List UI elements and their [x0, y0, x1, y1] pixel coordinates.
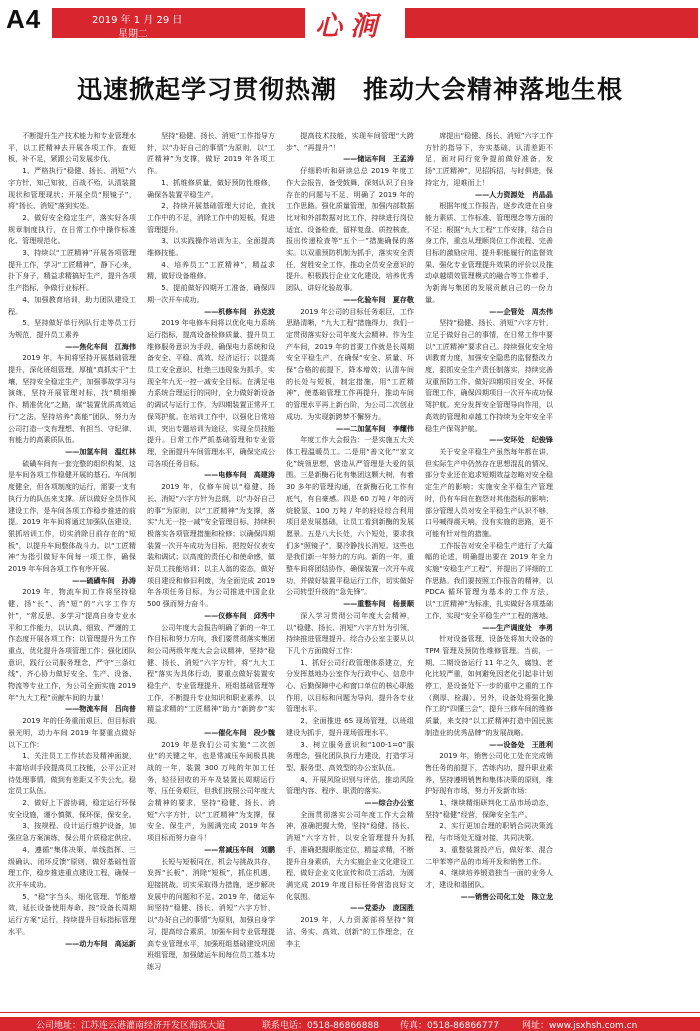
article-signature: ——二加氢车间 李耀伟 [335, 423, 414, 433]
column-2 [147, 130, 275, 1010]
article-paragraph: 2、做好安全稳定生产，落实好各项规章制度执行，在日常工作中操作标准化、管理规范化。 [8, 212, 136, 246]
footer-address: 公司地址：江苏连云港灌南经济开发区海滨大道 [36, 1021, 226, 1031]
footer-fax: 传真：0518-86866777 [400, 1021, 499, 1031]
article-paragraph: 坚持“稳健、扬长、消短”工作指导方针，以“办好自己的事情”为原则，以“工匠精神”为支撑，做好 2019 年各项工作。 [147, 131, 275, 176]
article-paragraph: 3、树立服务意识和“100-1=0”服务理念，强化团队执行力建设，打造学习型、服务型、高效型的办公室队伍。 [286, 739, 414, 772]
article-signature: ——安环处 纪俊锋 [489, 435, 553, 445]
article-paragraph: 工作报告对安全平稳生产进行了大篇幅的论述，明确提出要在 2019 年全力实施“安稳生产工程”，并提出了详细的工作思路。我们要按照工作报告的精神，以 PDCA 循环管理为基本的工作方法，以“工匠精神”为标准，扎实做好各项基础工作，实现“安全平稳生产”工程的落地。 [425, 540, 553, 620]
article-signature: ——焦化车间 江海伟 [65, 341, 136, 351]
article-signature: ——化验车间 夏存敬 [343, 294, 414, 304]
article-paragraph: 4、培养员工“工匠精神”，精益求精，做好设备维修。 [147, 259, 275, 281]
article-paragraph: 1、抓维修质量，做好预防性维修，确保各装置平稳生产。 [147, 177, 275, 199]
article-signature: ——电修车间 高建涛 [204, 470, 275, 480]
article-paragraph: 5、坚持做好单行列队行走等员工行为规范，提升员工素养 [8, 318, 136, 339]
article-paragraph: 2019 年，物流车间工作将坚持稳健、扬“长”、消“短”的“六字工作方针”，“常反思、多学习”提高自身专业水平和工作能力，以认真、细致、严谨的工作态度开展各项工作；以管理提升为工作重点，优化提升各项管理工作；强化团队意识，践行公司服务理念，严守“三条红线”，齐心协力做好安全、生产、设备、物流等专业工作，为公司全面实施 2019 年“九大工程”贡献车间的力量！ [8, 587, 136, 702]
column-4 [425, 130, 553, 1010]
article-paragraph: 关于安全平稳生产虽然每年都在讲，但实际生产中仍然存在思想混乱的情况，部分专业还在追求短期效益忽略对安全稳定生产的影响；实施安全平稳生产管理时，仍有车间在抱怨对其他指标的影响；部分管理人员对安全平稳生产认识不够，口号喊得震天响，没有实施的思路，更不可能有针对性的措施。 [425, 446, 553, 538]
article-paragraph: 1、抓好公司行政管理体系建立，充分发挥基地办公室作为行政中心、信息中心、后勤保障中心和窗口单位的核心职能作用，以目标和问题为导向，提升各专业管理水平。 [286, 657, 414, 714]
article-paragraph: 3、按规程、设计运行维护设备，加强应急方案演练，保公用介质稳定供应。 [8, 821, 136, 843]
masthead [305, 4, 405, 40]
masthead-title: 心涧 [315, 11, 385, 42]
article-signature: ——动力车间 高运新 [65, 938, 136, 948]
article-paragraph: 4、开展风险识别与评估，推动风险管理内容、程序、职责的落实。 [286, 774, 414, 796]
article-signature: ——企管处 周杰伟 [489, 306, 553, 316]
article-paragraph: 1、严格执行“稳健、扬长、消短”六字方针，知己知彼，百战不殆，认清装置现状和管理现状；开展全员“照镜子”，将“扬长、消短”落到实处。 [8, 166, 136, 211]
article-paragraph: 1、关注员工工作状态及精神面貌，丰富培训手段提高员工技能，公平公正对待处理事情，做到有差距又不失公允，稳定员工队伍。 [8, 751, 136, 796]
article-signature: ——设备处 王胜利 [489, 739, 553, 749]
article-signature: ——销售公司化工处 陈立龙 [460, 891, 553, 901]
article-paragraph: 提高技术技能，实现车间管理“大跨步”、“再提升”！ [286, 131, 414, 152]
page-number: A4 [6, 4, 42, 34]
article-paragraph: 5、“稳”字当头，细化管理、节能增效，延长设备使用寿命，按“设备长周期运行方案”运行，持续提升目标指标管理水平。 [8, 891, 136, 936]
footer-bar [0, 1017, 700, 1031]
article-paragraph: 3、以实践操作培训为主，全面提高维修技能。 [147, 236, 275, 258]
footer-divider [0, 1012, 700, 1013]
article-signature: ——物流车间 吕向普 [65, 704, 136, 714]
article-paragraph: 2019 年的任务重而艰巨，但目标前景光明，动力车间 2019 年要重点做好以下工作： [8, 716, 136, 749]
article-paragraph: 针对设备管理，设备处将加大设备的 TPM 管理及预防性维修管理。当前，一期、二期设备运行 11 年之久，腐蚀、老化比较严重，如何避免因老化引起非计划停工，是设备处下一步的重中之重的工作（测厚、检漏）。另外，设备处将强化操作工的“四懂三会”，提升三修车间的维修质量，来支持“以工匠精神打造中国民族制造业的优秀品牌”的发展战略。 [425, 634, 553, 737]
article-signature: ——催化车间 段少魏 [204, 727, 275, 737]
article-paragraph: 坚持“稳健、扬长、消短”六字方针，立足于做好自己的事情，在日常工作中要以“工匠精神”要求自己。持续强化安全培训教育力度，加强安全隐患的监督整改力度，狠抓安全生产责任制落实，持续完善双重预防工作。做好四期项目安全、环保管理工作，确保四期项目一次开车成功保驾护航。充分发挥安全管理导向作用，以高效的管理和卓越工作持续为全年安全平稳生产保驾护航。 [425, 318, 553, 433]
article-paragraph: 2019 年电修车间将以优化电力系统运行指标，提高设备检修质量、提升员工维修服务意识为手段，确保电力系统和设备安全、平稳、高效、经济运行；以提高员工安全意识、杜绝三违现象为抓手，实现全年九无一控一减安全目标。在满足电力系统合理运行的同时，全力做好新设备的调试与运行工作，为四期装置正常开工保驾护航。在培训工作中，以强化日常培训，突出专题培训为途径，实现全员技能提升。日常工作严抓基础管理和专业管理，全面提升车间管理水平，确保完成公司各项任务目标。 [147, 318, 275, 468]
article-paragraph: 2、持续开展基础管理大讨论，查找工作中的不足，消除工作中的短板，促进管理提升。 [147, 201, 275, 234]
article-paragraph: 不断提升生产技术能力和专业管理水平，以工匠精神去开展各项工作，查短板，补不足，紧跟公司发展步伐。 [8, 131, 136, 164]
article-columns [8, 130, 692, 1010]
article-signature: ——机修车间 孙克波 [204, 306, 275, 316]
article-signature: ——常减压车间 刘鹏 [204, 844, 275, 854]
article-signature: ——仪修车间 邱秀中 [204, 610, 275, 620]
article-paragraph: 深入学习贯彻公司年度大会精神，以“稳健、扬长、消短”六字方针为引领，持续推进管理提升。综合办公室主要从以下几个方面做好工作： [286, 610, 414, 655]
article-signature: ——人力资源处 肖晶晶 [474, 189, 553, 199]
article-paragraph: 2、实行更加合理的职销合同决策流程，与市场处无缝对接，共同决策。 [425, 821, 553, 843]
footer-website: 网址：www.jsxhsh.com.cn [522, 1021, 638, 1031]
article-paragraph: 公司年度大会报告明确了新的一年工作目标和努力方向，我们要贯彻落实集团和公司两级年度大会会议精神，坚持“稳健、扬长、消短”六字方针，将“九大工程”落实为具体行动，要重点做好装置安稳生产、专业管理提升、班组基础管理等工作，不断提升专业知识和职业素养，以精益求精的“工匠精神”助力“新跨步”实现。 [147, 622, 275, 726]
headline: 迅速掀起学习贯彻热潮 推动大会精神落地生根 [76, 75, 623, 104]
article-paragraph: 3、重整装置投产后，做好苯、混合二甲苯等产品的市场开发和销售工作。 [425, 844, 553, 866]
article-paragraph: 5、提前做好四期开工准备，确保四期一次开车成功。 [147, 283, 275, 304]
article-paragraph: 仔细聆听和研读总总 2019 年度工作大会报告，备受鼓舞，深刻认识了自身存在的问题与不足，明确了 2019 年的工作思路。强化质量管理，加强内部数据比对和外部数据对比工作，持续进行岗位适宜、设备检查，留样复盘、质控核查，报出传递检查等“五个一”措施确保的落实。以双重预防机制为抓手，落实安全责任，营胜安全工作，推动全员安全意识的提升。积极践行企业文化建设，培养优秀团队，讲好化验故事。 [286, 166, 414, 293]
footer-phone: 联系电话：0518-86866888 [262, 1021, 379, 1031]
column-5 [564, 130, 692, 1010]
article-paragraph: 2、全面推进 6S 现场管理，以班组建设为抓手，提升现场管理水平。 [286, 716, 414, 737]
article-paragraph: 2019 年，仪修车间以“稳健、扬长、消短”六字方针为总纲，以“办好自己的事”为原则，以“工匠精神”为支撑，落实“九无一控一减”安全管理目标，持续积极落实各项管理措施和检修；以确保四期装置一次开车成功为目标，把控好仪表安装和调试；以高度的责任心和使命感，做好员工技能培训；以主人翁的姿态，做好项目建设和修旧利废，为全面完成 2019 年各项任务目标，为公司推进中国企业 500 强而努力奋斗。 [147, 482, 275, 609]
column-3 [286, 130, 414, 1010]
article-paragraph: 硫磺车间有一套完整的组织构架，这是车间各项工作稳健开展的基石。车间制度健全，但各项制度的运行，需要一支有执行力的队伍来支撑。所以做好全员作风建设工作，是车间各项工作稳步推进的前提。2019 年车间将通过加强队伍建设，狠抓培训工作，切实消除日前存在的“短板”，以提升车间整体战斗力。以“工匠精神”为指引做好车间每一项工作，确保 2019 年车间各项工作有序开展。 [8, 458, 136, 574]
article-paragraph: 年度工作大会报告：一是实施五大关体工程温暖员工。二是用“善文化”“家文化”统领思想，营造从严管理是大爱的氛围。三是新酶石化有集团这颗大树，有着 30 多年的管理沟通，在新酶石化工作有底气，有自豪感。四是 60 万吨 / 年的丙烷脱氢、100 万吨 / 年的轻烃综合利用项目是发展基础，让员工看到新酶的发展愿景。五是八大长处，六个短处，要求我们多“照镜子”，要冷静找长消短。这些也是我们新一年努力的方向。新的一年，重整车间将团结协作，确保装置一次开车成功，并做好装置平稳运行工作，切实做好公司转型升级的“急先锋”。 [286, 435, 414, 597]
article-paragraph: 根据年度工作报告，逐步改进在自身能力素质、工作标准、管理理念等方面的不足；根据“九大工程”工作安排，结合自身工作，重点从理顺岗位工作流程、完善目标的激励应用、提升职能履行的监督效果、强化专业管理提升效果的评价以及推动卓越绩效管理模式的融合等工作着手，为新海与集团的发展贡献自己的一份力量。 [425, 201, 553, 304]
article-paragraph: 3、持续以“工匠精神”开展各项管理提升工作，学习“工匠精神”，静下心来，扑下身子，精益求精搞好生产，提升各项生产指标，争做行业标杆。 [8, 248, 136, 293]
article-paragraph: 2、做好上下游协调，稳定运行环保安全设施，谨小慎微，保环保，保安全。 [8, 798, 136, 819]
article-paragraph: 4、遵循“集体决策、单线指挥、三级确认、闭环反馈”原则，做好基础性管理工作，稳步推进重点建设工程，确保一次开车成功。 [8, 844, 136, 889]
article-paragraph: 全面贯彻落实公司年度工作大会精神，准确把握大势，坚持“稳健、扬长、消短”六字方针，以安全管理提升为抓手，准确把握职能定位，精益求精，不断提升自身素质，大力实施企业文化建设工程，做好企业文化宣传和员工活动，为圆满完成 2019 年度目标任务营造良好文化氛围。 [286, 809, 414, 901]
column-1 [8, 130, 136, 1010]
issue-weekday: 星期二 [118, 29, 148, 40]
article-signature: ——党委办 庞国胜 [350, 903, 414, 913]
article-paragraph: 2019 年，销售公司化工处在完成销售任务的前提下，苦练内功，提升职业素养，坚持遵明销售和集体决策的原则，维护好现有市场，努力开发新市场： [425, 751, 553, 796]
article-signature: ——重整车间 杨景顺 [343, 599, 414, 609]
article-signature: ——综合办公室 [364, 798, 414, 808]
article-paragraph: 1、继续精细研判化工品市场动态，坚持“稳健”经营，保障安全生产。 [425, 798, 553, 819]
issue-date: 2019 年 1 月 29 日 [92, 15, 183, 26]
article-paragraph: 2019 年是我们公司实施“二次创业”的关键之年，也是常减压车间极具挑战的一年，装置 300 万吨的年加工任务，轻径回收的开车及装置长周期运行等，压任务艰巨，但我们按照公司年度大会精神的要求，坚持“稳健、扬长、消短”六字方针，以“工匠精神”为支撑，保安全、保生产，为圆满完成 2019 年各项目标而努力奋斗！ [147, 739, 275, 843]
article-paragraph: 2019 年公司的目标任务艰巨，工作思路清晰，“九大工程”措施得力，我们一定贯彻落实好公司年度大会精神。作为生产车间，2019 年的首要工作就是长周期安全平稳生产，在确保“安全、质量、环保”合格的前提下，降本增效；认清车间的长处与短板，制定措施，用“工匠精神”，使基础管理工作再提升，推动车间的管理水平再上新台阶，为公司二次创业成功、为实现新跨梦不懈努力。 [286, 306, 414, 421]
article-paragraph: 2019 年，人力资源部将坚持“简洁、务实、高效、创新”的工作理念，在李主 [286, 915, 414, 948]
article-paragraph: 2019 年，车间将坚持开展基础管理提升，深化班组管理，厚植“真抓实干”土壤，坚持安全稳定生产，加强事故学习与演练，坚持开展管理对标，找“精细操作、精准优化”之路，谋“装置优质高效运行”之法。坚持培养“高能”团队，努力为公司打造一支有理想、有担当、守纪律、有能力的高素质队伍。 [8, 353, 136, 445]
header-bar [0, 0, 700, 40]
article-signature: ——加氢车间 温红林 [65, 446, 136, 456]
article-signature: ——生产调度处 李勇 [482, 622, 553, 632]
article-paragraph: 4、继续培养锻造独当一面的业务人才，建设和谐团队。 [425, 868, 553, 889]
article-paragraph: 4、加强教育培训，助力团队建设工程。 [8, 294, 136, 316]
article-paragraph: 长短与短板同在，机会与挑战共存，发挥“长板”，消除“短板”，抓住机遇，迎接挑战。切实采取得力措施，逐步解决发展中的问题和不足。2019 年，储运车间坚持“稳健、扬长、消短”六字方针，以“办好自己的事情”为原则，加强自身学习，提高综合素质，加强车间专业管理提高专业管理水平，加强班组基础建设巩固班组管理，加强储运车间每位员工基本功练习 [147, 856, 275, 971]
article-signature: ——硫磺车间 孙涛 [72, 575, 136, 585]
article-signature: ——储运车间 王孟涛 [343, 154, 414, 164]
article-paragraph: 席提出“稳健、扬长、消短”六字工作方针的指导下，夯实基础，认清差距不足，面对同行竞争提前做好准备，发扬“工匠精神”，见招拆招，与时俱进，保持定力，迎难而上！ [425, 131, 553, 187]
